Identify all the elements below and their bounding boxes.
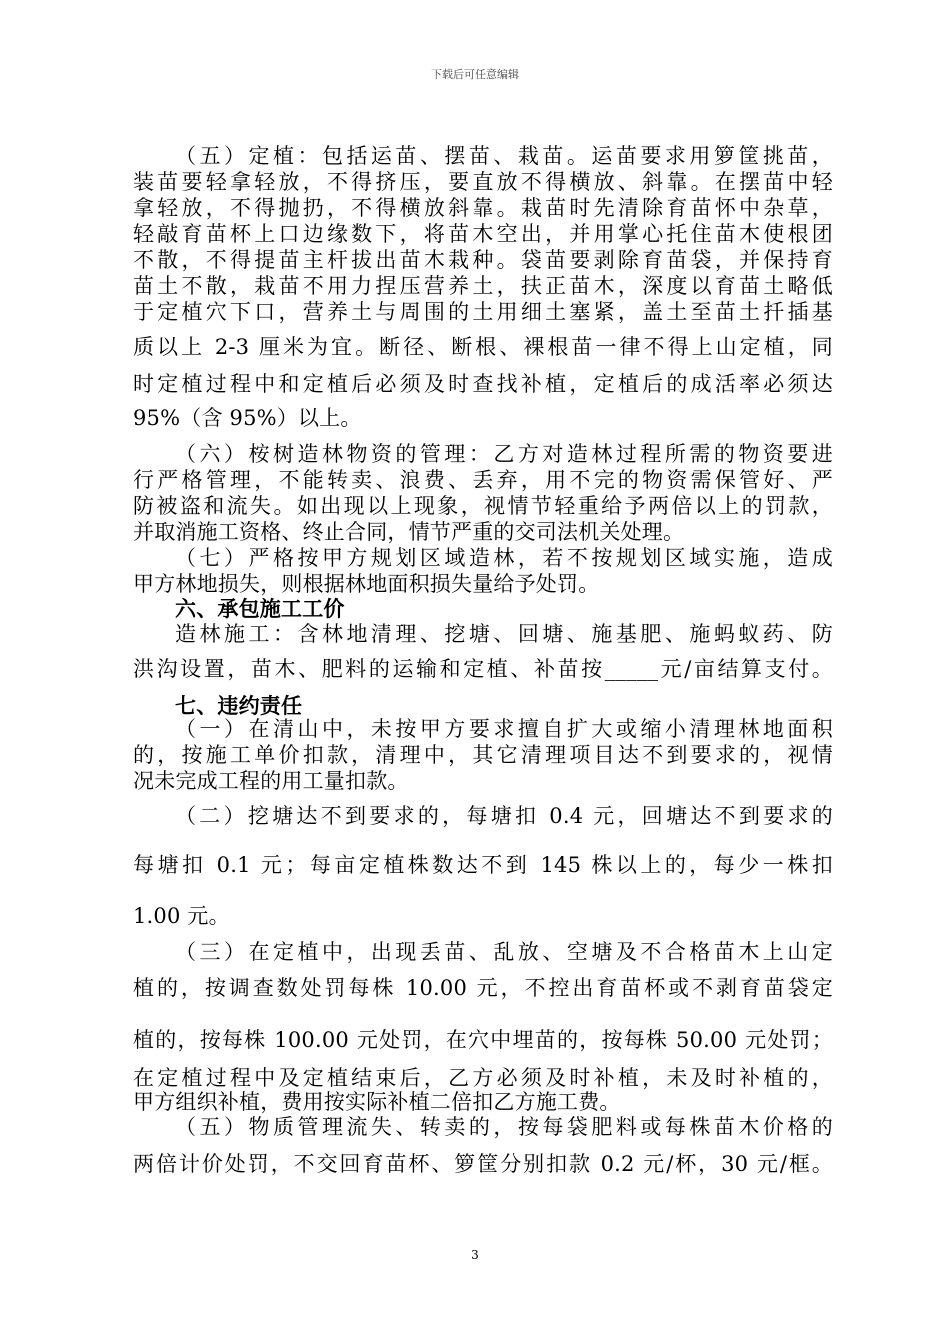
text-line: （一）在清山中，未按甲方要求擅自扩大或缩小清理林地面积 (175, 717, 833, 741)
text-line: （七）严格按甲方规划区域造林，若不按规划区域实施，造成 (175, 546, 833, 570)
text-line: 植的，按调查数处罚每株 10.00 元，不控出育苗杯或不剥育苗袋定 (133, 976, 833, 1000)
text-line: 防被盗和流失。如出现以上现象，视情节轻重给予两倍以上的罚款， (133, 494, 833, 518)
text-line: （五）物质管理流失、转卖的，按每袋肥料或每株苗木价格的 (175, 1115, 833, 1139)
text-line: 轻敲育苗杯上口边缘数下，将苗木空出，并用掌心托住苗木使根团 (133, 222, 833, 246)
text-line: 95%（含 95%）以上。 (133, 406, 362, 430)
text-line: （二）挖塘达不到要求的，每塘扣 0.4 元，回塘达不到要求的 (175, 804, 833, 828)
text-line: 植的，按每株 100.00 元处罚，在穴中埋苗的，按每株 50.00 元处罚； (133, 1028, 833, 1052)
text-line: （六）桉树造林物资的管理：乙方对造林过程所需的物资要进 (175, 442, 833, 466)
section-heading: 六、承包施工工价 (175, 596, 345, 621)
text-line: 甲方组织补植，费用按实际补植二倍扣乙方施工费。 (133, 1090, 621, 1114)
text-line: 质以上 2-3 厘米为宜。断径、断根、裸根苗一律不得上山定植，同 (133, 335, 833, 359)
text-line: 并取消施工资格、终止合同，情节严重的交司法机关处理。 (133, 520, 685, 544)
text-line: 洪沟设置，苗木、肥料的运输和定植、补苗按_____元/亩结算支付。 (133, 657, 833, 681)
section-heading: 七、违约责任 (175, 693, 303, 718)
text-line: 甲方林地损失，则根据林地面积损失量给予处罚。 (133, 572, 600, 596)
text-line: 况未完成工程的用工量扣款。 (133, 769, 409, 793)
text-line: 行严格管理，不能转卖、浪费、丢弃，用不完的物资需保管好、严 (133, 468, 833, 492)
text-line: 不散，不得提苗主杆拔出苗木栽种。袋苗要剥除育苗袋，并保持育 (133, 248, 833, 272)
text-line: 的，按施工单价扣款，清理中，其它清理项目达不到要求的，视情 (133, 743, 833, 767)
text-line: （五）定植：包括运苗、摆苗、栽苗。运苗要求用箩筐挑苗， (175, 144, 833, 168)
text-line: 于定植穴下口，营养土与周围的土用细土塞紧，盖土至苗土扦插基 (133, 300, 833, 324)
text-line: 两倍计价处罚，不交回育苗杯、箩筐分别扣款 0.2 元/杯，30 元/框。 (133, 1152, 833, 1176)
text-line: 造林施工：含林地清理、挖塘、回塘、施基肥、施蚂蚁药、防 (175, 622, 833, 646)
text-line: 每塘扣 0.1 元；每亩定植株数达不到 145 株以上的，每少一株扣 (133, 853, 833, 877)
text-line: 苗土不散，栽苗不用力捏压营养土，扶正苗木，深度以育苗土略低 (133, 274, 833, 298)
page-number: 3 (471, 1248, 479, 1262)
text-line: 时定植过程中和定植后必须及时查找补植，定植后的成活率必须达 (133, 372, 833, 396)
page-header: 下载后可任意编辑 (431, 68, 519, 81)
text-line: 拿轻放，不得抛扔，不得横放斜靠。栽苗时先清除育苗怀中杂草， (133, 196, 833, 220)
text-line: 装苗要轻拿轻放，不得挤压，要直放不得横放、斜靠。在摆苗中轻 (133, 170, 833, 194)
text-line: 在定植过程中及定植结束后，乙方必须及时补植，未及时补植的， (133, 1066, 833, 1090)
text-line: 1.00 元。 (133, 904, 230, 928)
text-line: （三）在定植中，出现丢苗、乱放、空塘及不合格苗木上山定 (175, 940, 833, 964)
